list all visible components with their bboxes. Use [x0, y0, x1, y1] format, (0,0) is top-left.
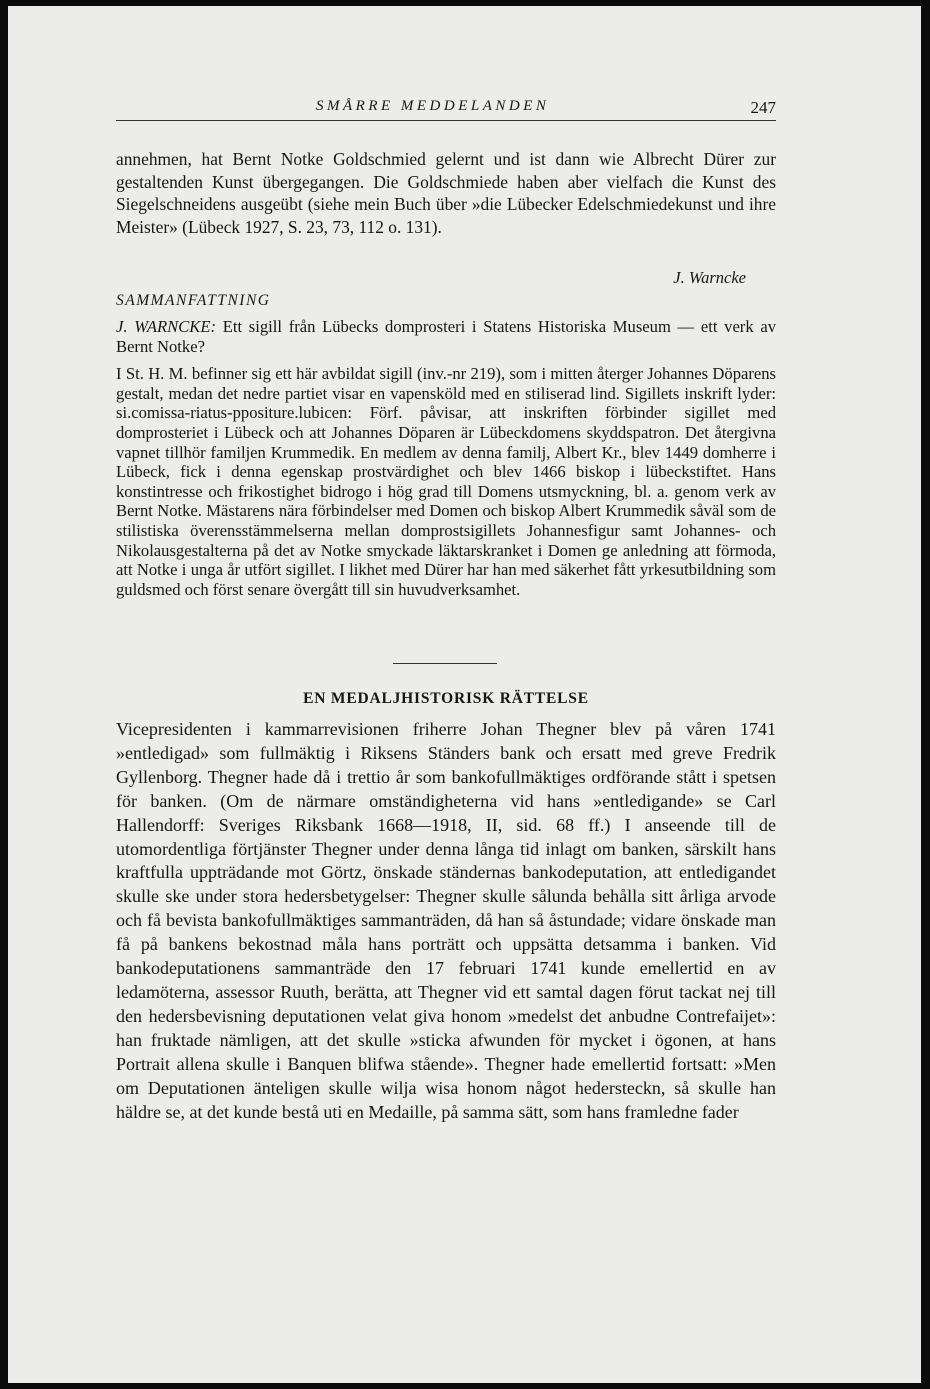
german-paragraph-block	[116, 148, 776, 238]
summary-body: I St. H. M. befinner sig ett här avbildat sigill (inv.-nr 219), som i mitten återger Johannes Döparens gestalt, medan det nedre partiet visar en vapensköld med en stiliserad lind. Sigillets inskrift lyder: si.comissa-riatus-ppositure.lubicen: Förf. påvisar, att inskriften förbinder sigillet med domprosteriet i Lübeck och att Johannes Döparen är Lübeckdomens skyddspatron. Det återgivna vapnet tillhör familjen Krummedik. En medlem av denna familj, Albert Kr., blev 1449 domherre i Lübeck, fick i denna egenskap prostvärdighet och blev 1466 biskop i lübeckstiftet. Hans konstintresse och frikostighet bidrogo i hög grad till Domens utsmyckning, bl. a. genom verk av Bernt Notke. Mästarens nära förbindelser med Domen och biskop Albert Krummedik såväl som de stilistiska överensstämmelserna mellan domprostsigillets Johannesfigur samt Johannes- och Nikolausgestalterna på det av Notke smyckade läktarskranket i Domen ge anledning att förmoda, att Notke i unga år utfört sigillet. I likhet med Dürer har han med säkerhet fått yrkesutbildning som guldsmed och först senare övergått till sin huvudverksamhet.	[116, 364, 776, 599]
signature: J. Warncke	[673, 268, 746, 287]
page-number: 247	[750, 98, 776, 117]
running-head: SMÅRRE MEDDELANDEN	[316, 98, 550, 114]
article-block	[116, 718, 776, 1124]
summary-title-line	[116, 317, 776, 356]
article-body: Vicepresidenten i kammarrevisionen friherre Johan Thegner blev på våren 1741 »entledigad» som fullmäktig i Riksens Ständers bank och ersatt med greve Fredrik Gyllenborg. Thegner hade då i trettio år som bankofullmäktiges ordförande stått i spetsen för banken. (Om de närmare omständigheterna vid hans »entledigande» se Carl Hallendorff: Sveriges Riksbank 1668—1918, II, sid. 68 ff.) I anseende till de utomordentliga förtjänster Thegner under denna långa tid inlagt om banken, särskilt hans kraftfulla uppträdande mot Görtz, önskade ständernas bankodeputation, att entledigandet skulle ske under stora hedersbetygelser: Thegner skulle sålunda behålla sitt årliga arvode och få bevista bankofullmäktiges sammanträden, då han så åstundade; vidare önskade man få på bankens bekostnad måla hans porträtt och uppsätta detsamma i banken. Vid bankodeputationens sammanträde den 17 februari 1741 kunde emellertid en av ledamöterna, assessor Ruuth, berätta, att Thegner vid ett samtal dagen förut tackat nej till den hedersbevisning deputationen velat giva honom »medelst det anbudne Contrefaijet»: han fruktade nämligen, att det skulle »sticka afwunden för mycket i ögonen, at hans Portrait allena skulle i Banquen blifwa stående». Thegner hade emellertid fortsatt: »Men om Deputationen änteligen skulle wilja wisa honom något hedersteckn, så skulle han häldre se, at det kunde bestå uti en Medaille, på samma sätt, som hans framledne fader	[116, 719, 776, 1122]
summary-block	[116, 292, 776, 599]
document-page	[8, 6, 921, 1383]
summary-title: Ett sigill från Lübecks domprosteri i Statens Historiska Museum — ett verk av Bernt Notke?	[116, 317, 776, 356]
summary-author: J. WARNCKE:	[116, 317, 217, 336]
german-paragraph: annehmen, hat Bernt Notke Goldschmied gelernt und ist dann wie Albrecht Dürer zur gestaltenden Kunst übergegangen. Die Goldschmiede haben aber vielfach die Kunst des Siegelschneidens ausgeübt (siehe mein Buch über »die Lübecker Edelschmiedekunst und ihre Meister» (Lübeck 1927, S. 23, 73, 112 o. 131).	[116, 149, 776, 237]
section-divider	[393, 663, 497, 664]
article-title: EN MEDALJHISTORISK RÄTTELSE	[303, 690, 589, 707]
summary-heading: SAMMANFATTNING	[116, 292, 271, 309]
page-header	[116, 98, 776, 121]
